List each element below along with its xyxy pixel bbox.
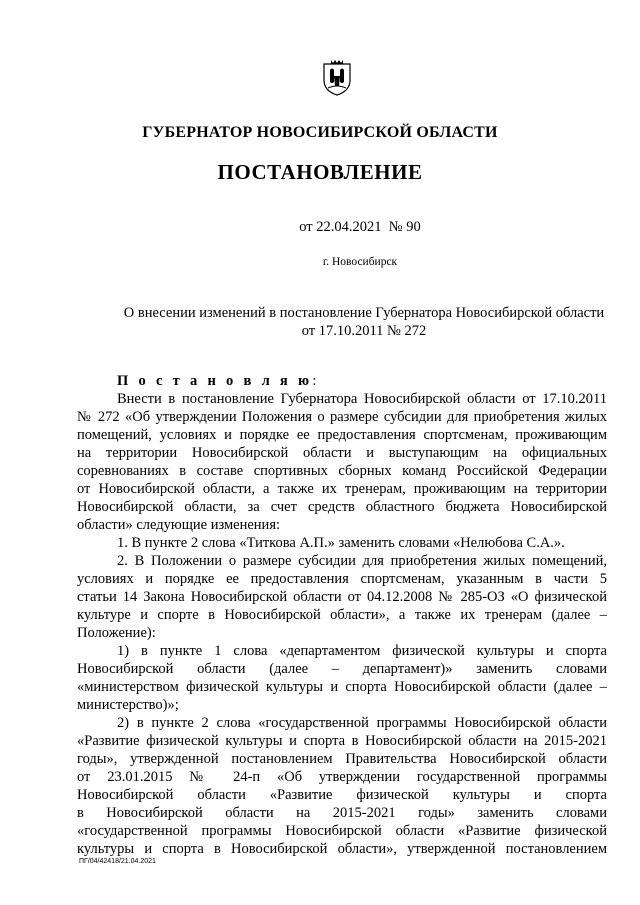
- body-line: от Новосибирской области, а также их тренерам, проживающим на территории: [77, 481, 607, 497]
- subject-line: О внесении изменений в постановление Губернатора Новосибирской области: [123, 305, 605, 321]
- document-body: [77, 372, 607, 858]
- body-line: 2) в пункте 2 слова «государственной программы Новосибирской области: [117, 715, 607, 731]
- body-line: «министерством физической культуры и спорта Новосибирской области (далее –: [77, 679, 607, 695]
- body-line: годы», утвержденной постановлением Правительства Новосибирской области: [77, 751, 607, 767]
- coat-of-arms-icon: [322, 58, 352, 96]
- document-type: ПОСТАНОВЛЕНИЕ: [217, 160, 423, 184]
- body-line: соревнованиях в составе спортивных сборных команд Российской Федерации: [77, 463, 607, 479]
- body-line: от 23.01.2015 № 24-п «Об утверждении государственной программы: [77, 769, 607, 785]
- body-line: 1. В пункте 2 слова «Титкова А.П.» заменить словами «Нелюбова С.А.».: [117, 535, 565, 551]
- body-line: условиях и порядке ее предоставления спортсменам, указанным в части 5: [77, 571, 607, 587]
- body-line: области» следующие изменения:: [77, 517, 281, 533]
- city: г. Новосибирск: [322, 256, 398, 268]
- body-line: № 272 «Об утверждении Положения о размере субсидии для приобретения жилых: [77, 409, 607, 425]
- document-subject: [44, 304, 640, 340]
- document-code: ПГ/04/42418/21.04.2021: [79, 858, 156, 865]
- governor-title: ГУБЕРНАТОР НОВОСИБИРСКОЙ ОБЛАСТИ: [142, 124, 498, 141]
- body-line: помещений, условиях и порядке ее предоставления спортсменам, проживающим: [77, 427, 607, 443]
- body-line: Внести в постановление Губернатора Новосибирской области от 17.10.2011: [117, 391, 607, 407]
- subject-line: от 17.10.2011 № 272: [301, 323, 427, 339]
- body-line: «Развитие физической культуры и спорта в Новосибирской области на 2015-2021: [77, 733, 607, 749]
- body-line: культуре и спорте в Новосибирской области», а также их тренерам (далее –: [77, 607, 607, 623]
- body-line: в Новосибирской области на 2015-2021 годы» заменить словами: [77, 805, 607, 821]
- body-line: Новосибирской области «Развитие физической культуры и спорта: [77, 787, 607, 803]
- body-line: на территории Новосибирской области и выступающим на официальных: [77, 445, 607, 461]
- date-number: от 22.04.2021 № 90: [299, 219, 421, 235]
- body-line: Новосибирской области, за счет средств областного бюджета Новосибирской: [77, 499, 607, 515]
- body-line: министерство)»;: [77, 697, 179, 713]
- body-line: культуры и спорта в Новосибирской области», утвержденной постановлением: [77, 841, 607, 857]
- body-line: Положение):: [77, 625, 156, 641]
- body-line: «государственной программы Новосибирской области «Развитие физической: [77, 823, 607, 839]
- body-line: статьи 14 Закона Новосибирской области от 04.12.2008 № 285-ОЗ «О физической: [77, 589, 607, 605]
- body-line: 2. В Положении о размере субсидии для приобретения жилых помещений,: [117, 553, 607, 569]
- decree-heading: П о с т а н о в л я ю:: [117, 373, 317, 389]
- body-line: Новосибирской области (далее – департамент)» заменить словами: [77, 661, 607, 677]
- body-line: 1) в пункте 1 слова «департаментом физической культуры и спорта: [117, 643, 607, 659]
